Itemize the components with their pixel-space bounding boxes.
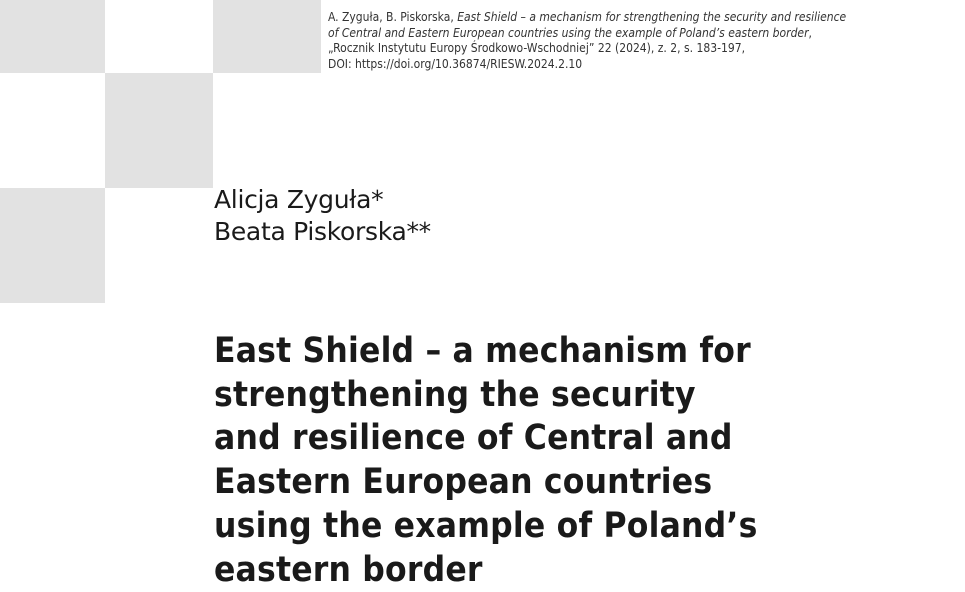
title-line: using the example of Poland’s [214, 505, 758, 546]
citation-title-part-1: East Shield – a mechanism for strengthening the security and resilience [457, 10, 847, 24]
title-line: eastern border [214, 549, 483, 590]
article-title [214, 330, 774, 592]
citation-title-part-2: of Central and Eastern European countries using the example of Poland’s eastern border [328, 25, 809, 40]
citation-line-1 [328, 10, 958, 26]
citation-line-2 [328, 26, 958, 42]
author-name: Alicja Zyguła* [214, 185, 384, 214]
title-line: strengthening the security [214, 374, 696, 415]
citation-separator: , [808, 25, 812, 40]
author-list [214, 184, 431, 248]
title-line: Eastern European countries [214, 462, 713, 503]
citation-journal: „Rocznik Instytutu Europy Środkowo-Wschodniej” 22 (2024), z. 2, s. 183-197, [328, 41, 745, 55]
decorative-square [105, 73, 213, 188]
decorative-square [0, 188, 105, 303]
decorative-square [213, 0, 321, 73]
citation-authors: A. Zyguła, B. Piskorska, [328, 10, 458, 24]
citation-block [328, 10, 958, 72]
citation-doi[interactable]: DOI: https://doi.org/10.36874/RIESW.2024.2.10 [328, 56, 583, 71]
title-line: and resilience of Central and [214, 418, 733, 459]
author-name: Beata Piskorska** [214, 217, 431, 246]
title-line: East Shield – a mechanism for [214, 331, 751, 371]
decorative-square [0, 0, 105, 73]
